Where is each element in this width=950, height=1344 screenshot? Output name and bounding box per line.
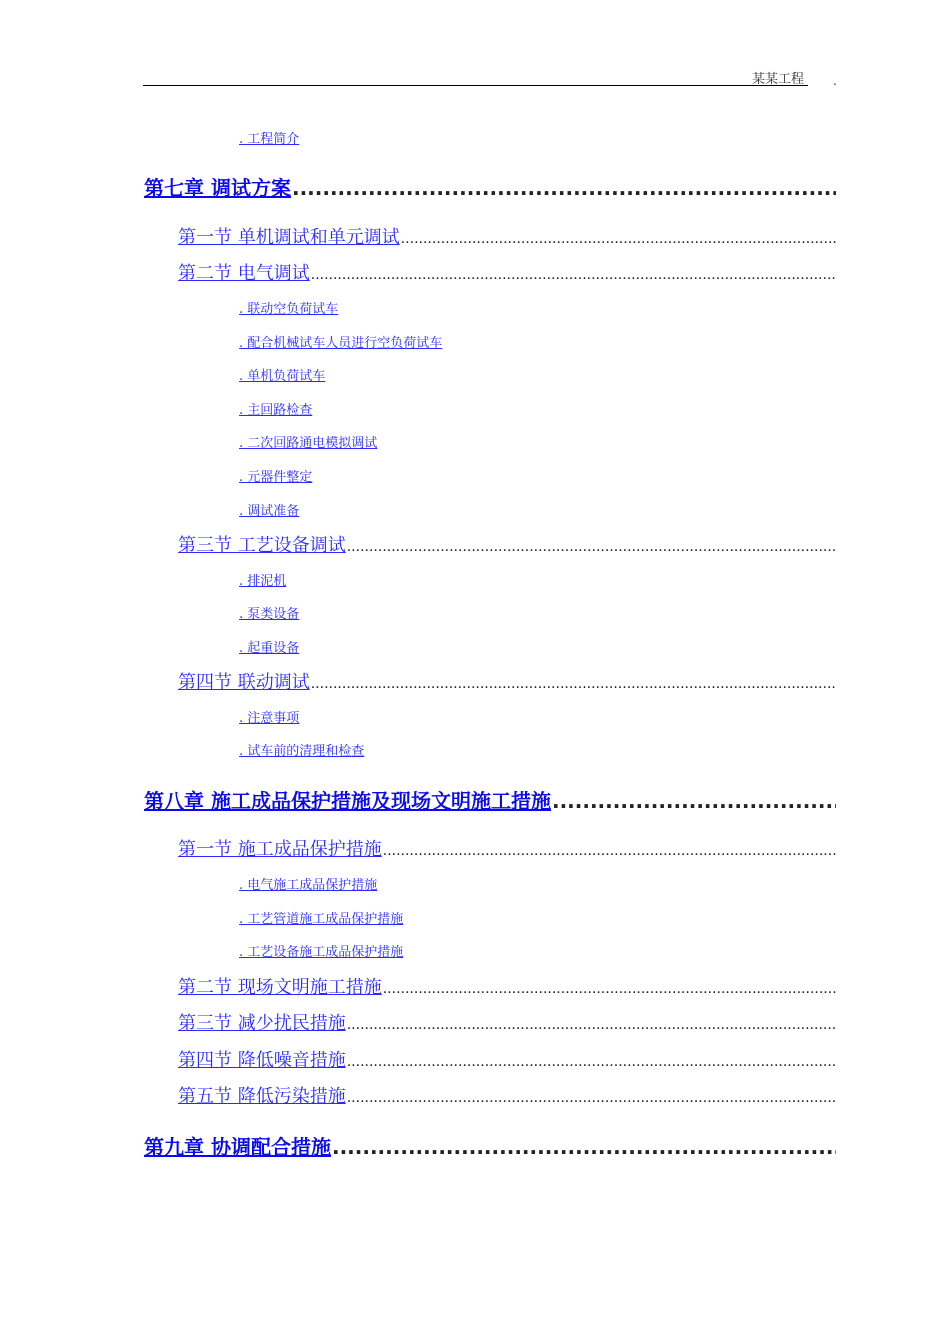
toc-item-label[interactable]: . 电气施工成品保护措施 xyxy=(239,878,378,893)
toc-section-label[interactable]: 第五节 降低污染措施 xyxy=(178,1086,346,1107)
toc-section-label[interactable]: 第四节 降低噪音措施 xyxy=(178,1050,346,1071)
toc-leader-dots xyxy=(347,539,836,555)
toc-section-8-4[interactable] xyxy=(178,1046,836,1072)
toc-section-label[interactable]: 第三节 工艺设备调试 xyxy=(178,535,346,556)
toc-chapter-9[interactable] xyxy=(144,1131,836,1160)
toc-leader-dots xyxy=(347,1090,836,1106)
toc-section-label[interactable]: 第四节 联动调试 xyxy=(178,672,310,693)
toc-item[interactable] xyxy=(239,365,325,384)
toc-section-7-1[interactable] xyxy=(178,223,836,249)
toc-item[interactable] xyxy=(239,466,312,485)
toc-section-8-2[interactable] xyxy=(178,973,836,999)
toc-item[interactable] xyxy=(239,332,442,351)
toc-chapter-7[interactable] xyxy=(144,172,836,201)
toc-item-label[interactable]: . 排泥机 xyxy=(239,574,287,589)
toc-item-label[interactable]: . 元器件整定 xyxy=(239,470,313,485)
toc-leader-dots xyxy=(311,267,836,283)
toc-item-label[interactable]: . 主回路检查 xyxy=(239,403,313,418)
toc-item-label[interactable]: . 工程简介 xyxy=(239,132,300,147)
toc-item-label[interactable]: . 联动空负荷试车 xyxy=(239,302,339,317)
toc-chapter-label[interactable]: 第八章 施工成品保护措施及现场文明施工措施 xyxy=(144,789,551,813)
toc-item[interactable] xyxy=(239,298,338,317)
toc-item[interactable] xyxy=(239,707,299,726)
toc-item-label[interactable]: . 单机负荷试车 xyxy=(239,369,326,384)
toc-item[interactable] xyxy=(239,603,299,622)
toc-item[interactable] xyxy=(239,399,312,418)
toc-item-label[interactable]: . 工艺设备施工成品保护措施 xyxy=(239,945,404,960)
toc-item[interactable] xyxy=(239,570,286,589)
toc-item[interactable] xyxy=(239,500,299,519)
toc-section-label[interactable]: 第二节 现场文明施工措施 xyxy=(178,977,382,998)
toc-item-label[interactable]: . 二次回路通电模拟调试 xyxy=(239,436,378,451)
toc-leader-dots xyxy=(311,676,836,692)
toc-item[interactable] xyxy=(239,740,364,759)
toc-item-label[interactable]: . 试车前的清理和检查 xyxy=(239,744,365,759)
toc-section-label[interactable]: 第一节 单机调试和单元调试 xyxy=(178,227,400,248)
toc-leader-dots xyxy=(347,1054,836,1070)
toc-item[interactable] xyxy=(239,637,299,656)
toc-chapter-label[interactable]: 第九章 协调配合措施 xyxy=(144,1135,331,1159)
toc-section-label[interactable]: 第一节 施工成品保护措施 xyxy=(178,839,382,860)
toc-item-label[interactable]: . 调试准备 xyxy=(239,504,300,519)
toc-item-label[interactable]: . 配合机械试车人员进行空负荷试车 xyxy=(239,336,443,351)
toc-item-label[interactable]: . 工艺管道施工成品保护措施 xyxy=(239,912,404,927)
toc-item[interactable] xyxy=(239,874,377,893)
toc-section-8-5[interactable] xyxy=(178,1082,836,1108)
toc-item-project-intro[interactable] xyxy=(239,128,299,147)
toc-section-label[interactable]: 第二节 电气调试 xyxy=(178,263,310,284)
toc-section-8-1[interactable] xyxy=(178,835,836,861)
toc-item-label[interactable]: . 注意事项 xyxy=(239,711,300,726)
header-rule xyxy=(143,85,808,86)
toc-chapter-label[interactable]: 第七章 调试方案 xyxy=(144,176,291,200)
header-title: 某某工程 xyxy=(752,72,805,87)
toc-leader-dots xyxy=(401,231,836,247)
toc-chapter-8[interactable] xyxy=(144,785,836,814)
toc-leader-dots xyxy=(292,176,836,200)
toc-item[interactable] xyxy=(239,941,403,960)
toc-item-label[interactable]: . 泵类设备 xyxy=(239,607,300,622)
toc-section-7-2[interactable] xyxy=(178,259,836,285)
toc-item[interactable] xyxy=(239,432,377,451)
toc-section-8-3[interactable] xyxy=(178,1009,836,1035)
toc-section-7-3[interactable] xyxy=(178,531,836,557)
toc-section-label[interactable]: 第三节 减少扰民措施 xyxy=(178,1013,346,1034)
toc-leader-dots xyxy=(332,1135,836,1159)
header-dot: . xyxy=(833,74,837,88)
toc-leader-dots xyxy=(383,981,836,997)
toc-leader-dots xyxy=(347,1017,836,1033)
toc-leader-dots xyxy=(383,843,836,859)
toc-leader-dots xyxy=(552,789,836,813)
toc-item-label[interactable]: . 起重设备 xyxy=(239,641,300,656)
toc-item[interactable] xyxy=(239,908,403,927)
toc-section-7-4[interactable] xyxy=(178,668,836,694)
